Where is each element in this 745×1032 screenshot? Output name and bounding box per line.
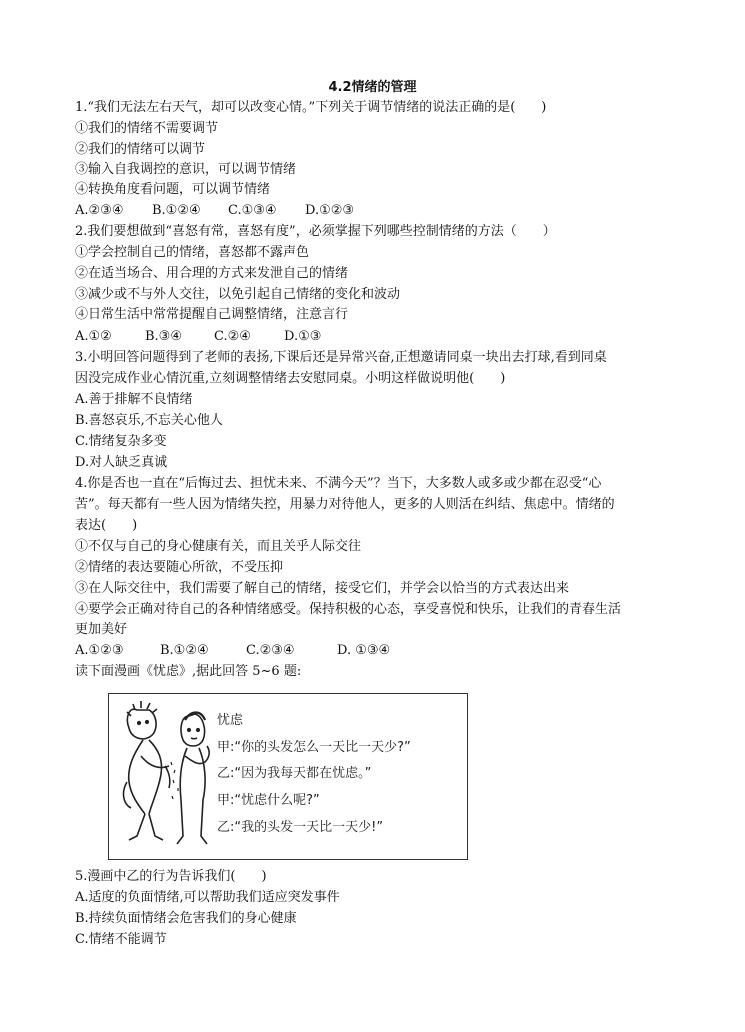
q4-option-b: B.①②④ — [160, 643, 209, 658]
q4-option-a: A.①②③ — [75, 643, 124, 658]
q2-item-1: ①学会控制自己的情绪，喜怒都不露声色 — [75, 245, 310, 260]
q1-item-1: ①我们的情绪不需要调节 — [75, 121, 219, 136]
q1-options — [75, 203, 354, 219]
q4-option-d: D. ①③④ — [337, 643, 391, 658]
q1-option-b: B.①②④ — [152, 203, 201, 218]
q3-stem-line-1: 3.小明回答问题得到了老师的表扬,下课后还是异常兴奋,正想邀请同桌一块出去打球,看到同桌 — [75, 350, 607, 365]
q4-stem-line-2: 苦”。每天都有一些人因为情绪失控，用暴力对待他人，更多的人则活在纠结、焦虑中。情绪的 — [75, 497, 615, 512]
reading-intro: 读下面漫画《忧虑》,据此回答 5~6 题: — [75, 664, 302, 679]
comic-caption-title: 忧虑 — [217, 713, 244, 728]
comic-figures-illustration — [115, 696, 219, 856]
q5-stem: 5.漫画中乙的行为告诉我们( ) — [75, 869, 267, 884]
q3-option-b: B.喜怒哀乐,不忘关心他人 — [75, 413, 223, 428]
q2-option-c: C.②④ — [214, 329, 251, 344]
q4-item-4: ④要学会正确对待自己的各种情绪感受。保持积极的心态，享受喜悦和快乐，让我们的青春生活 — [75, 602, 622, 617]
q3-stem-line-2: 因没完成作业心情沉重,立刻调整情绪去安慰同桌。小明这样做说明他( ) — [75, 371, 506, 386]
q4-stem-line-1: 4.你是否也一直在“后悔过去、担忧未来、不满今天”？当下，大多数人或多或少都在忍受“心 — [75, 476, 602, 491]
q2-options — [75, 329, 321, 345]
q2-item-3: ③减少或不与外人交往，以免引起自己情绪的变化和波动 — [75, 287, 401, 302]
page-title: 4.2情绪的管理 — [328, 80, 417, 95]
q1-item-4: ④转换角度看问题，可以调节情绪 — [75, 182, 271, 197]
q3-option-a: A.善于排解不良情绪 — [75, 392, 193, 407]
q4-options — [75, 643, 390, 659]
q1-item-3: ③输入自我调控的意识，可以调节情绪 — [75, 162, 297, 177]
figure-yi — [177, 713, 209, 845]
q2-option-d: D.①③ — [284, 329, 322, 344]
q3-option-c: C.情绪复杂多变 — [75, 434, 167, 449]
q4-stem-line-3: 表达( ) — [75, 518, 138, 533]
q4-item-1: ①不仅与自己的身心健康有关，而且关乎人际交往 — [75, 539, 362, 554]
comic-line-4: 乙:“我的头发一天比一天少!” — [217, 820, 384, 835]
comic-line-1: 甲:“你的头发怎么一天比一天少?” — [217, 740, 411, 755]
comic-line-3: 甲:“忧虑什么呢?” — [217, 793, 320, 808]
q1-item-2: ②我们的情绪可以调节 — [75, 142, 206, 157]
q1-option-a: A.②③④ — [75, 203, 124, 218]
q1-stem: 1.“我们无法左右天气，却可以改变心情。”下列关于调节情绪的说法正确的是( ) — [75, 100, 547, 115]
q5-option-b: B.持续负面情绪会危害我们的身心健康 — [75, 911, 297, 926]
figure-jia — [124, 701, 170, 840]
q4-option-c: C.②③④ — [246, 643, 295, 658]
q1-option-d: D.①②③ — [305, 203, 355, 218]
q2-item-4: ④日常生活中常常提醒自己调整情绪，注意言行 — [75, 307, 349, 322]
comic-line-2: 乙:“因为我每天都在忧虑。” — [217, 766, 372, 781]
falling-hair-marks — [171, 762, 178, 799]
q5-option-a: A.适度的负面情绪,可以帮助我们适应突发事件 — [75, 890, 340, 905]
q2-stem: 2.我们要想做到“喜怒有常，喜怒有度”，必须掌握下列哪些控制情绪的方法（ ） — [75, 224, 556, 239]
q4-item-3: ③在人际交往中，我们需要了解自己的情绪，接受它们，并学会以恰当的方式表达出来 — [75, 581, 570, 596]
q3-option-d: D.对人缺乏真诚 — [75, 455, 168, 470]
q5-option-c: C.情绪不能调节 — [75, 932, 167, 947]
q2-option-a: A.①② — [75, 329, 112, 344]
q1-option-c: C.①③④ — [228, 203, 277, 218]
q4-item-2: ②情绪的表达要随心所欲，不受压抑 — [75, 560, 284, 575]
q4-item-4-cont: 更加美好 — [75, 622, 128, 637]
q2-option-b: B.③④ — [145, 329, 182, 344]
q2-item-2: ②在适当场合、用合理的方式来发泄自己的情绪 — [75, 266, 349, 281]
